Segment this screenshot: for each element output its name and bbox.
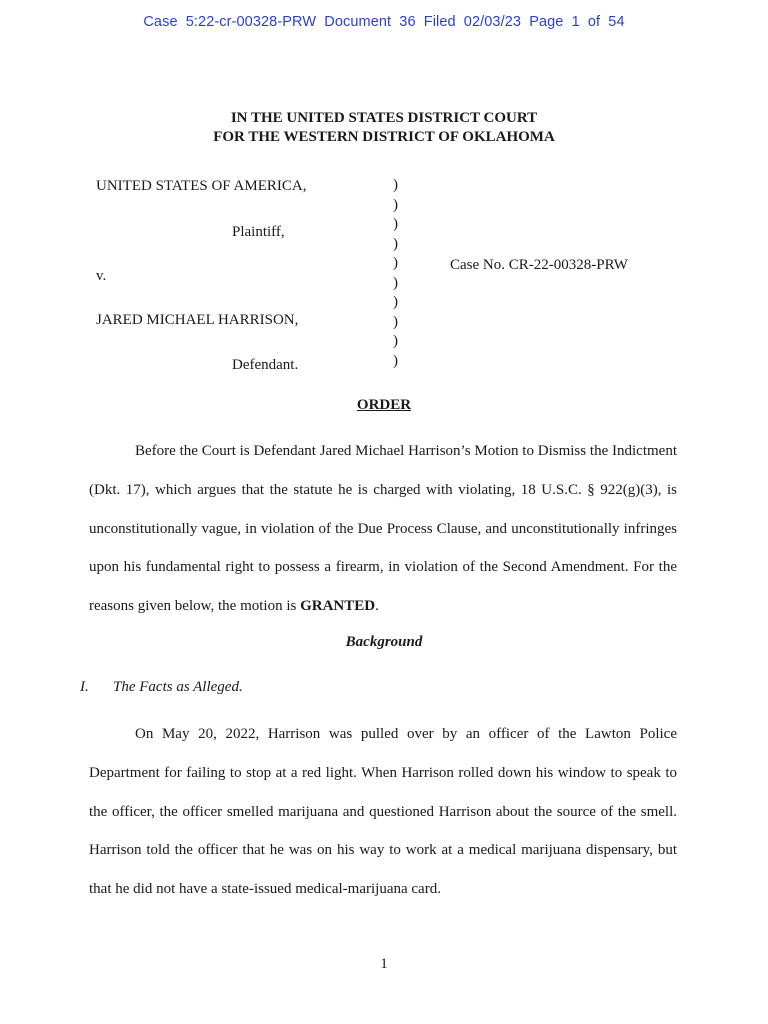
section-heading [80,679,243,696]
paren: ) [393,235,398,252]
court-heading [0,109,768,147]
paren: ) [393,177,398,193]
plaintiff-name: UNITED STATES OF AMERICA, [96,178,307,194]
paren: ) [393,216,398,232]
caption-paren-column [393,176,398,371]
stamp-filed-date: Filed 02/03/23 [423,14,522,30]
stamp-document: Document 36 [324,14,416,30]
case-number: Case No. CR-22-00328-PRW [450,257,628,273]
intro-emphasis: GRANTED [300,598,376,615]
paren: ) [393,313,398,330]
paren: ) [393,333,398,349]
order-title: ORDER [356,397,412,413]
case-caption [0,176,768,376]
plaintiff-role: Plaintiff, [232,224,285,240]
defendant-role: Defendant. [232,357,299,373]
stamp-page: Page 1 of 54 [529,14,625,30]
court-heading-line-2: FOR THE WESTERN DISTRICT OF OKLAHOMA [213,129,555,145]
ecf-header-stamp [0,14,768,30]
background-heading: Background [345,634,423,650]
paren: ) [393,255,398,271]
paren: ) [393,196,398,213]
page-number: 1 [380,956,388,972]
paren: ) [393,294,398,310]
paren: ) [393,352,398,369]
defendant-name: JARED MICHAEL HARRISON, [96,312,299,328]
paren: ) [393,274,398,291]
section-title: The Facts as Alleged. [113,679,243,695]
facts-text: On May 20, 2022, Harrison was pulled over by an officer of the Lawton Police Department for failing to stop at a red light. When Harrison rolled down his window to speak to the officer, the officer smelled marijuana and questioned Harrison about the source of the smell. Harrison told the officer that he was on his way to work at a medical marijuana dispensary, but that he did not have a state-issued medical-marijuana card. [89,726,677,898]
court-heading-line-1: IN THE UNITED STATES DISTRICT COURT [230,110,538,126]
versus: v. [96,268,107,284]
intro-end: . [375,598,379,615]
facts-paragraph [89,715,677,909]
stamp-case-number: Case 5:22-cr-00328-PRW [143,14,317,30]
intro-text: Before the Court is Defendant Jared Michael Harrison’s Motion to Dismiss the Indictment (Dkt. 17), which argues that the statute he is charged with violating, 18 U.S.C. § 922(g)(3), is unconstitutionally vague, in violation of the Due Process Clause, and unconstitutionally infringes upon his fundamental right to possess a firearm, in violation of the Second Amendment. For the reasons given below, the motion is [89,443,677,615]
intro-paragraph [89,432,677,626]
section-number: I. [80,679,89,695]
